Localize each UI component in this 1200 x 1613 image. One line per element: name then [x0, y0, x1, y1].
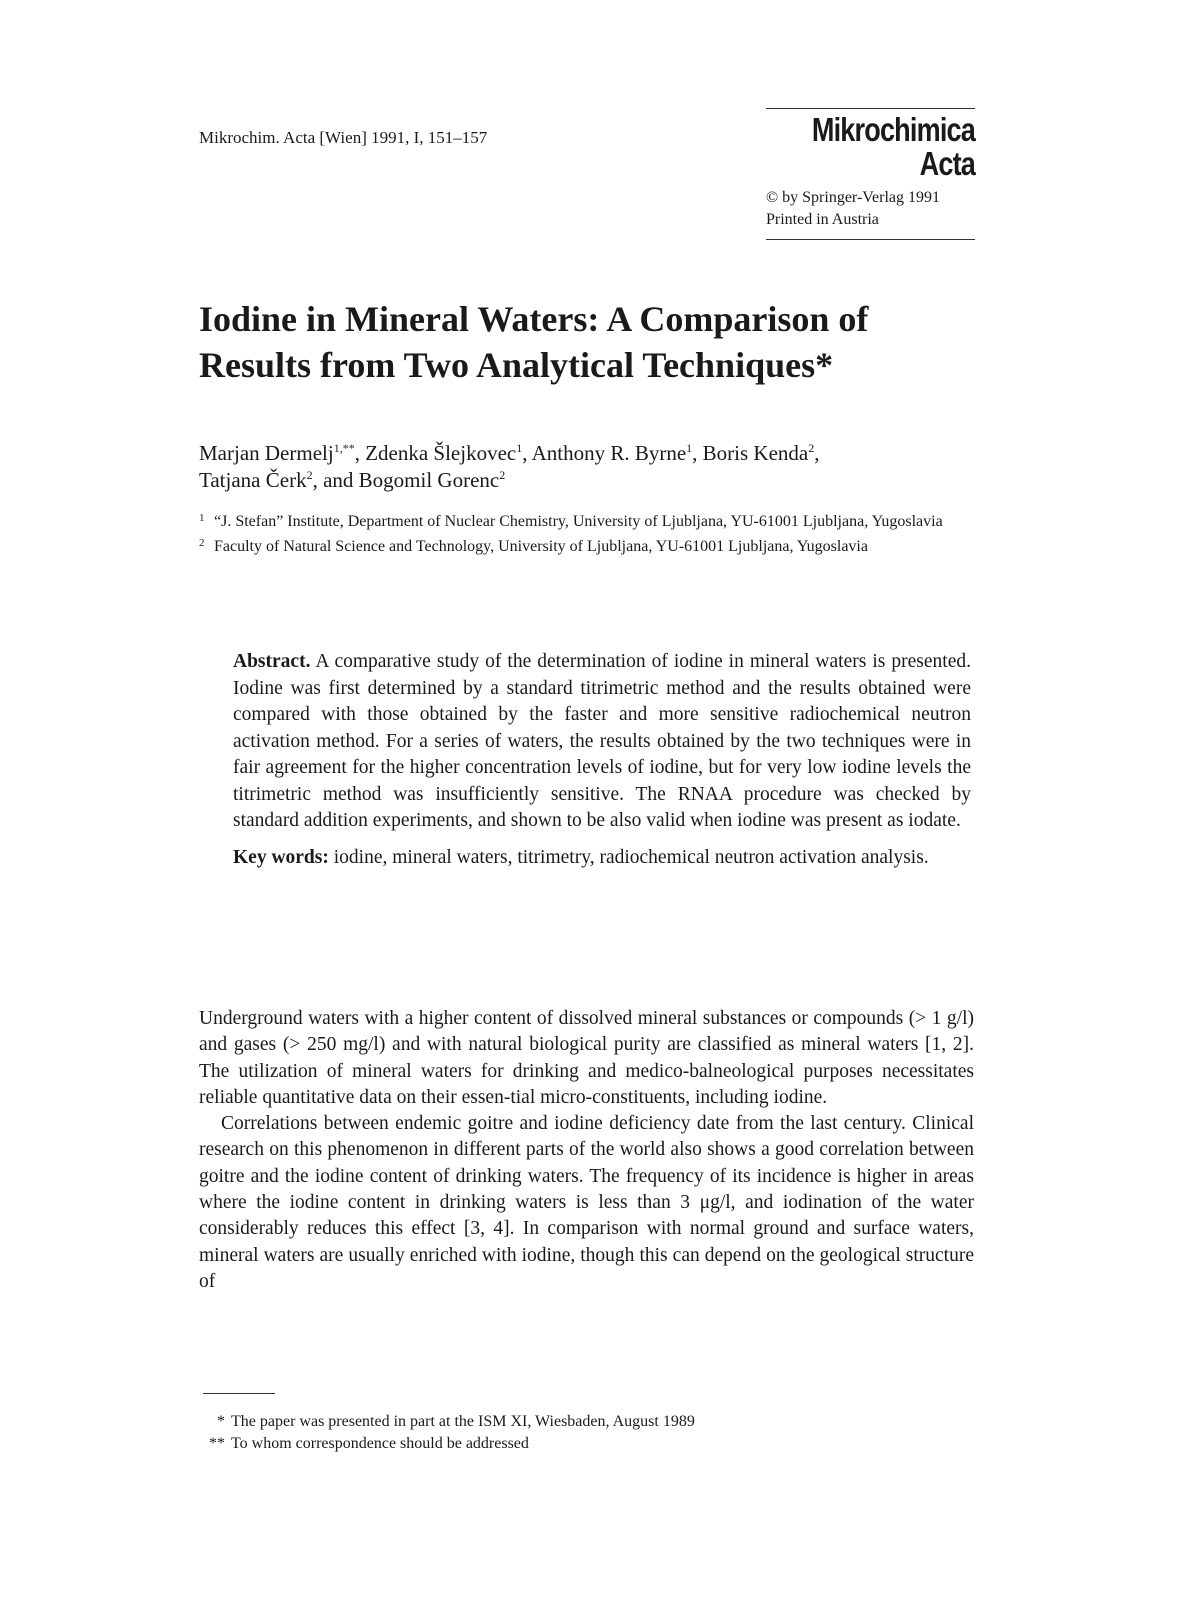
keywords-label: Key words: — [233, 846, 329, 868]
body-paragraph-1: Underground waters with a higher content of dissolved mineral substances or compounds (> 1 g/l) and gases (> 250 mg/l) and with natural biological purity are classified as mineral waters [1, 2]. The utilization of mineral waters for drinking and medico-balneological purposes necessitates reliable quantitative data on their essen-tial micro-constituents, including iodine. — [199, 1008, 974, 1108]
footnote — [199, 1433, 695, 1455]
affiliation — [199, 511, 979, 533]
journal-logo-line2: Acta — [919, 145, 975, 182]
journal-masthead — [766, 108, 975, 240]
keywords-paragraph — [233, 845, 971, 872]
author: Marjan Dermelj$^{1,**}$, — [199, 441, 366, 465]
footnote-rule — [203, 1393, 275, 1394]
affiliation-list — [199, 511, 979, 561]
body-text — [199, 1006, 974, 1295]
paper-title: Iodine in Mineral Waters: A Comparison of Results from Two Analytical Techniques* — [199, 299, 869, 385]
copyright-notice: © by Springer-Verlag 1991 — [766, 189, 941, 206]
masthead-bottom-rule — [766, 239, 975, 240]
footnote-mark: * — [217, 1413, 225, 1430]
affiliation-text: “J. Stefan” Institute, Department of Nuclear Chemistry, University of Ljubljana, YU-61001 Ljubljana, Yugoslavia — [214, 513, 943, 530]
journal-citation: Mikrochim. Acta [Wien] 1991, I, 151–157 — [199, 128, 488, 147]
journal-logo — [804, 113, 975, 181]
abstract-block — [233, 649, 971, 871]
abstract-label: Abstract. — [233, 651, 311, 672]
author-list — [199, 440, 979, 494]
footnote-mark: ** — [209, 1435, 225, 1452]
keywords-text: iodine, mineral waters, titrimetry, radiochemical neutron activation analysis. — [333, 846, 929, 868]
affiliation-text: Faculty of Natural Science and Technology, University of Ljubljana, YU-61001 Ljubljana, Yugoslavia — [214, 538, 868, 555]
footnote — [199, 1411, 695, 1433]
author: Bogomil Gorenc$^2$ — [358, 468, 506, 492]
abstract-paragraph — [233, 649, 971, 835]
footnote-text: To whom correspondence should be addressed — [231, 1435, 529, 1452]
journal-logo-line1: Mikrochimica — [811, 111, 975, 148]
author: Tatjana Čerk$^2$, and — [199, 468, 359, 492]
affiliation-number: 2 — [199, 537, 205, 549]
masthead-top-rule — [766, 108, 975, 109]
footnote-list — [199, 1411, 695, 1455]
author: Anthony R. Byrne$^1$, — [531, 441, 703, 465]
abstract-text: A comparative study of the determination of iodine in mineral waters is presented. Iodine was first determined by a standard titrimetric method and the results obtained were compared with those obtained by the faster and more sensitive radiochemical neutron activation method. For a series of waters, the results obtained by the two techniques were in fair agreement for the higher concentration levels of iodine, but for very low iodine levels the titrimetric method was insufficiently sensitive. The RNAA procedure was checked by standard addition experiments, and shown to be also valid when iodine was present as iodate. — [233, 651, 971, 831]
publisher-info — [766, 187, 975, 231]
affiliation-number: 1 — [199, 512, 205, 524]
affiliation — [199, 536, 979, 558]
printed-notice: Printed in Austria — [766, 211, 879, 228]
author: Boris Kenda$^2$, — [702, 441, 820, 465]
author: Zdenka Šlejkovec$^1$, — [365, 441, 532, 465]
footnote-text: The paper was presented in part at the ISM XI, Wiesbaden, August 1989 — [231, 1413, 695, 1430]
body-paragraph-2: Correlations between endemic goitre and iodine deficiency date from the last century. Clinical research on this phenomenon in different parts of the world also shows a good correlation between goitre and the iodine content of drinking waters. The frequency of its incidence is higher in areas where the iodine content in drinking waters is less than 3 μg/l, and iodination of the water considerably reduces this effect [3, 4]. In comparison with normal ground and surface waters, mineral waters are usually enriched with iodine, though this can depend on the geological structure of — [199, 1113, 974, 1292]
